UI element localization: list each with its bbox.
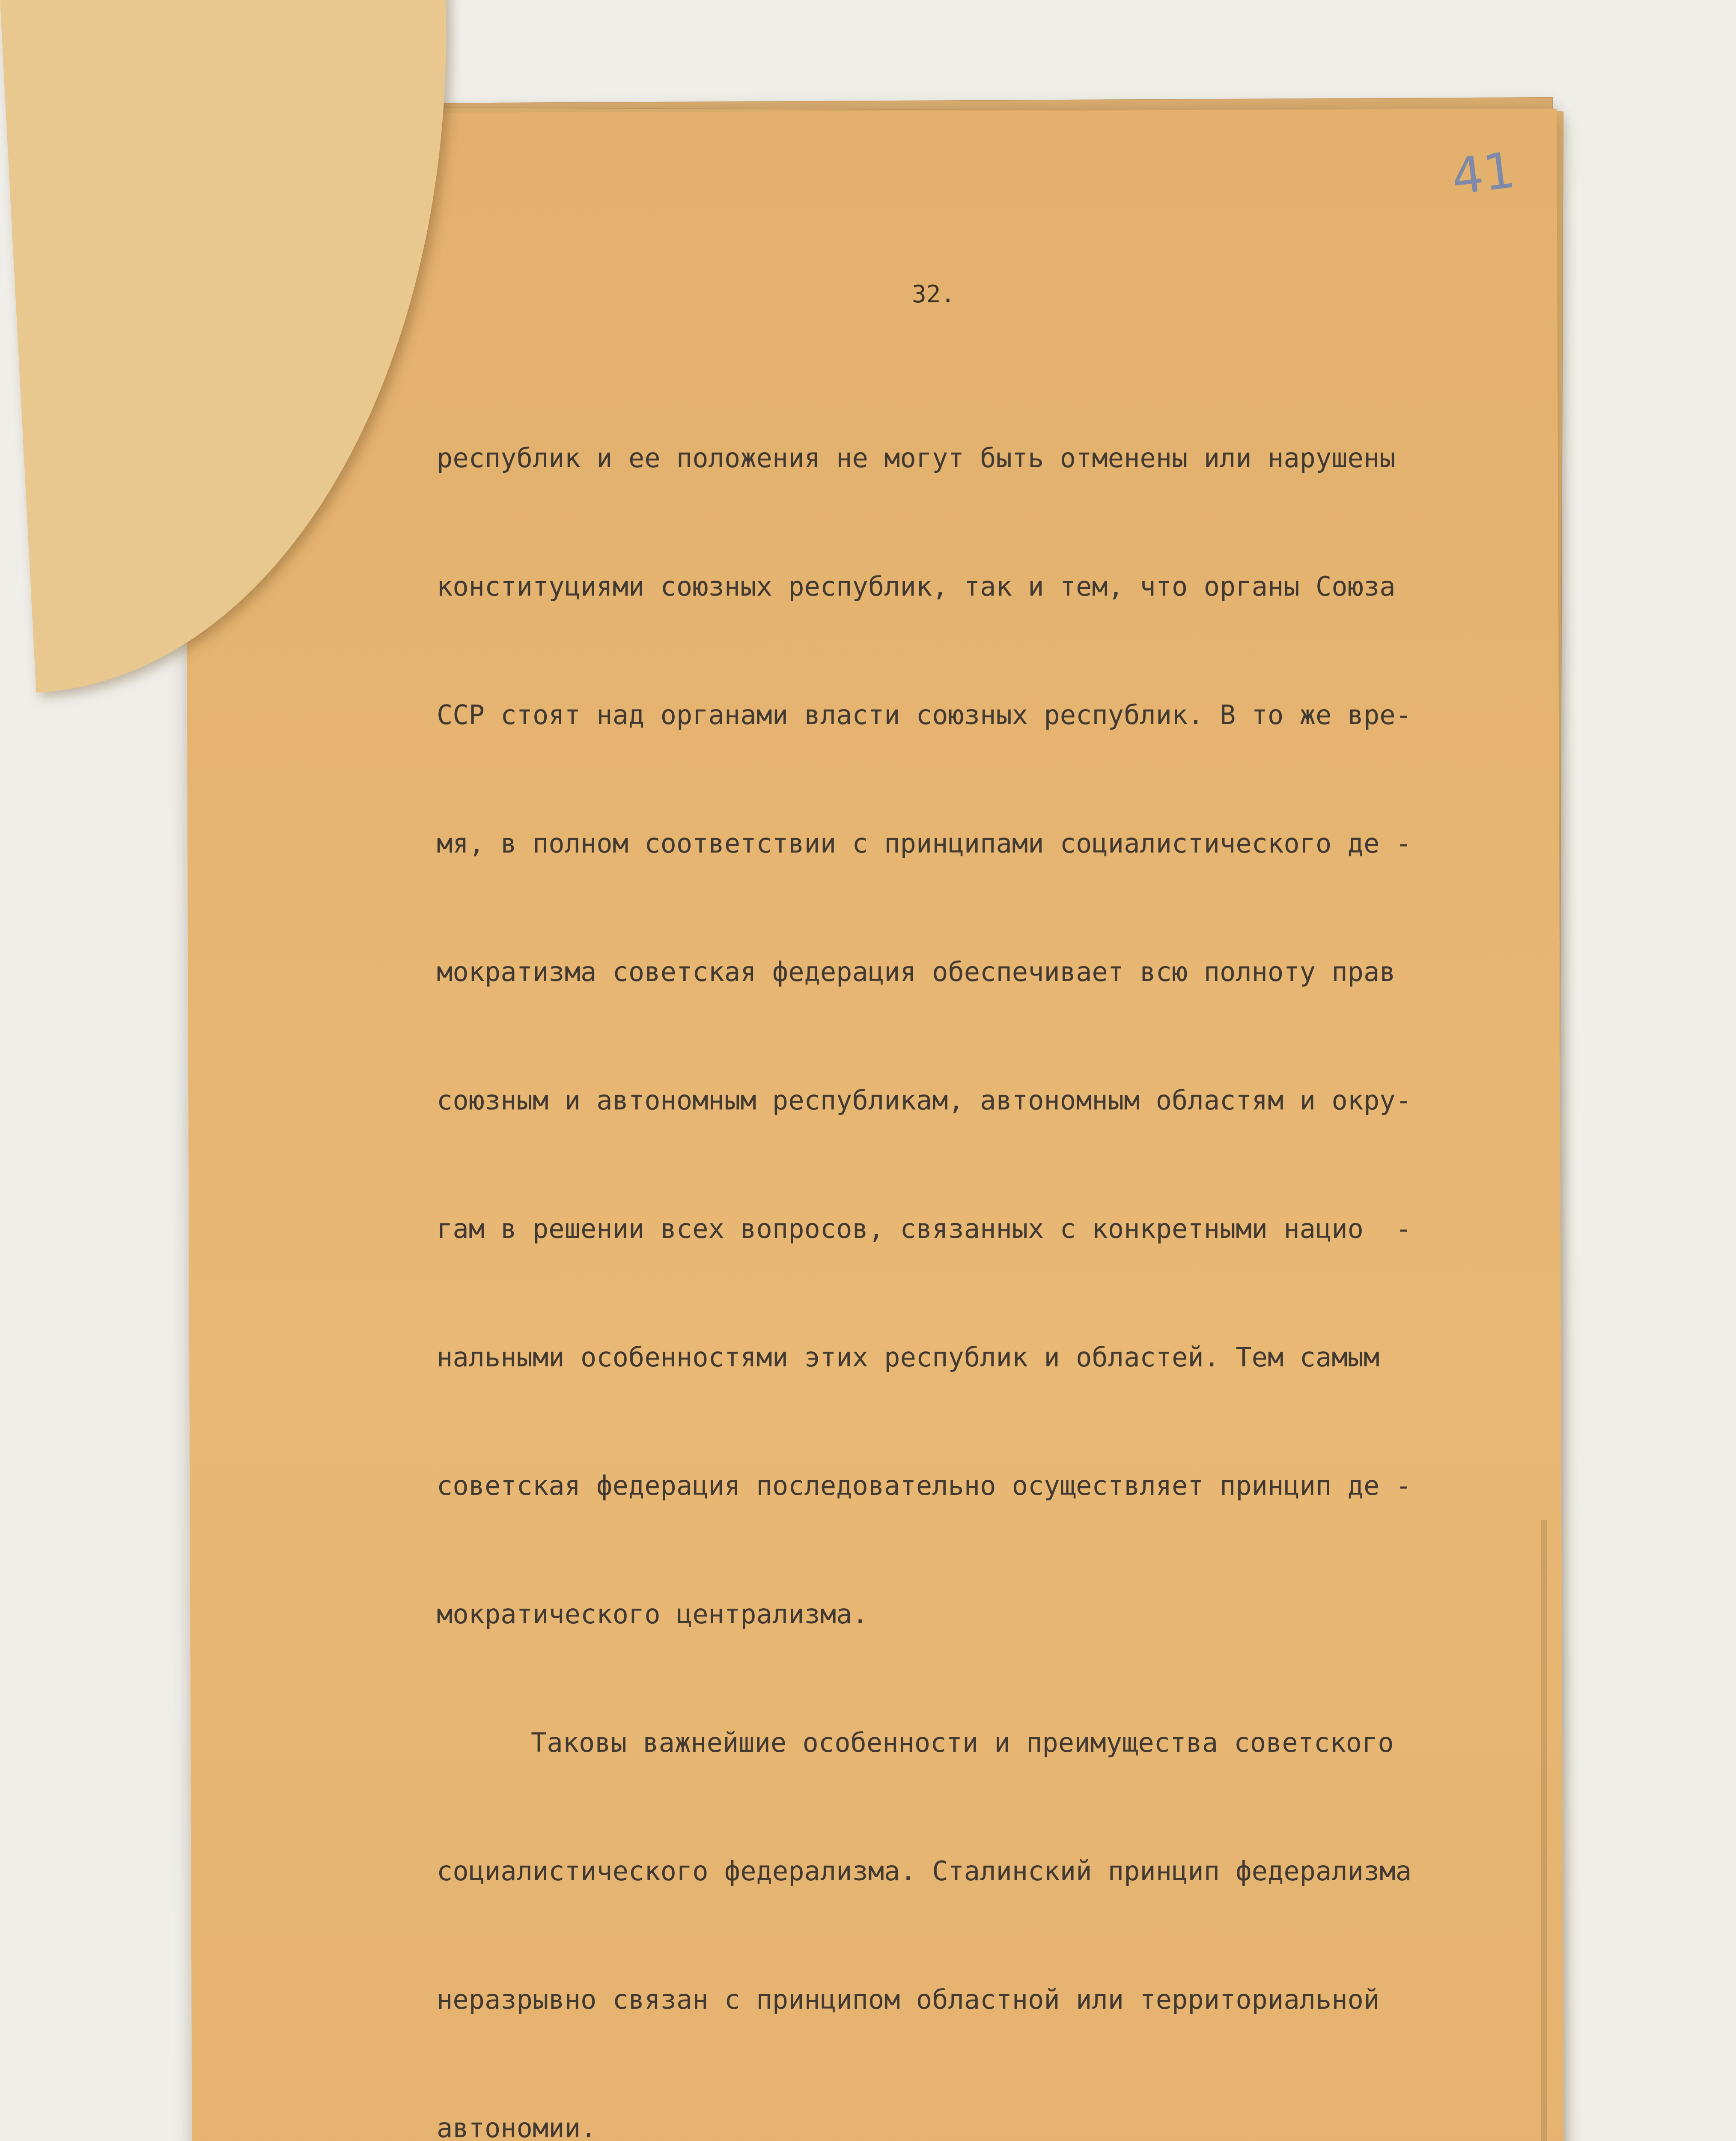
text-line: союзным и автономным республикам, автономным областям и окру- — [437, 1085, 1411, 1116]
text-line: автономии. — [437, 2112, 597, 2141]
typed-text — [437, 351, 1516, 2141]
text-line: нальными особенностями этих республик и областей. Тем самым — [437, 1342, 1380, 1373]
text-line: Таковы важнейшие особенности и преимущества советского — [531, 1727, 1394, 1758]
archive-number: 41 — [1448, 141, 1519, 206]
page-number: 32. — [912, 280, 956, 308]
text-line: советская федерация последовательно осуществляет принцип де - — [437, 1470, 1411, 1501]
text-line: мя, в полном соответствии с принципами социалистического де - — [437, 828, 1411, 859]
text-line: неразрывно связан с принципом областной или территориальной — [437, 1984, 1380, 2015]
text-line: мократизма советская федерация обеспечивает всю полноту прав — [437, 956, 1396, 987]
text-line: республик и ее положения не могут быть отменены или нарушены — [437, 442, 1396, 474]
text-line: мократического централизма. — [437, 1598, 868, 1630]
text-line: ССР стоят над органами власти союзных республик. В то же вре- — [437, 699, 1411, 731]
scan-edge-shadow — [1541, 1520, 1547, 2141]
text-line: гам в решении всех вопросов, связанных с конкретными нацио - — [437, 1213, 1411, 1244]
text-line: социалистического федерализма. Сталинский принцип федерализма — [437, 1855, 1411, 1887]
text-line: конституциями союзных республик, так и тем, что органы Союза — [437, 571, 1396, 602]
